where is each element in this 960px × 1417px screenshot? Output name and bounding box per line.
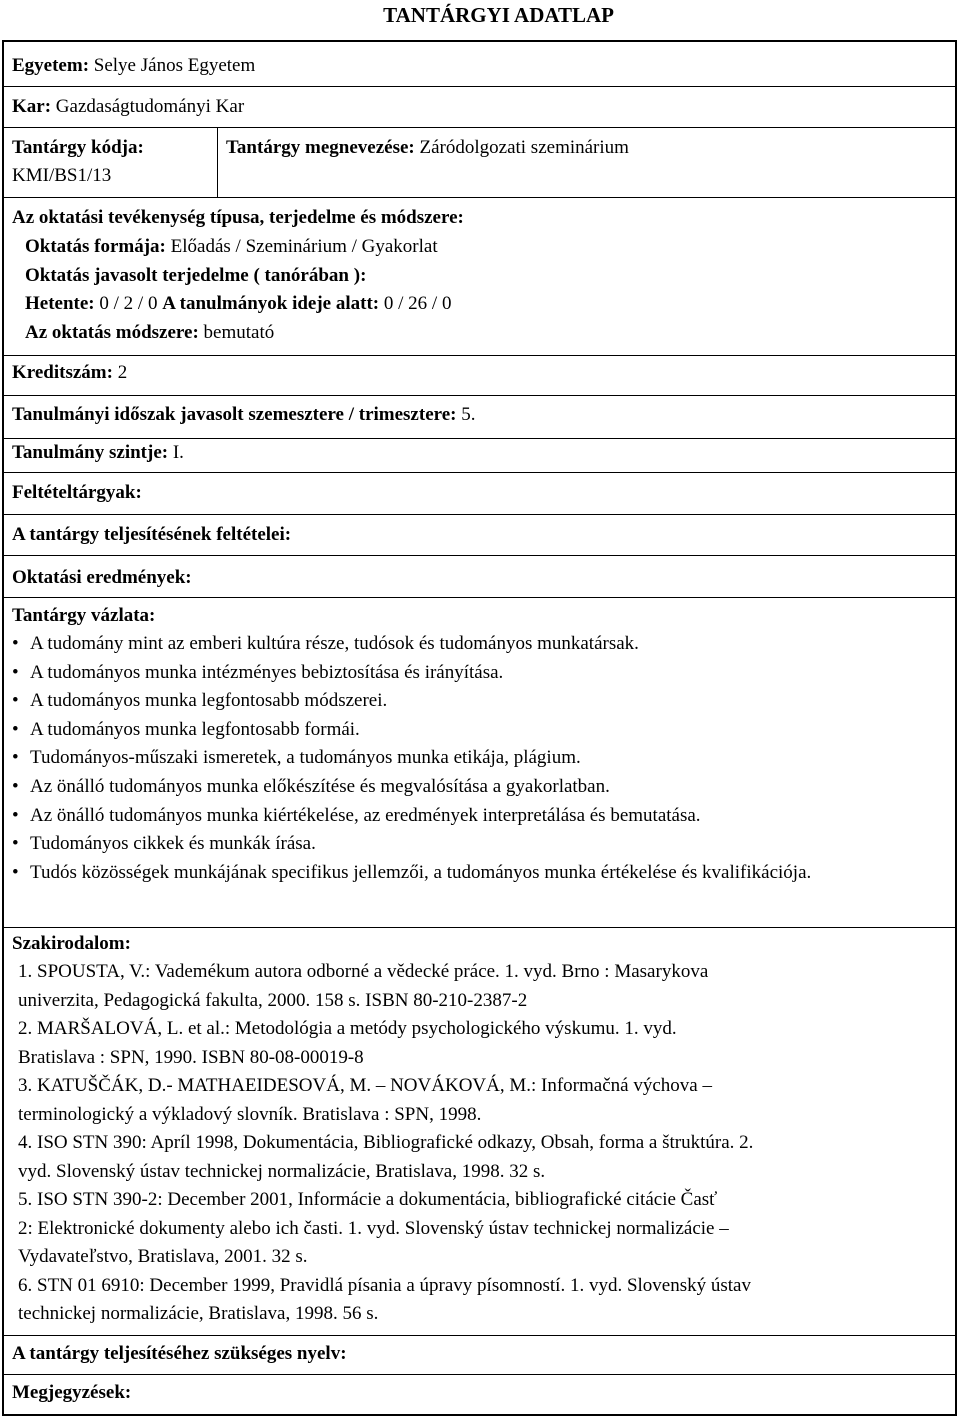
credits-row	[4, 356, 955, 396]
reference-line: univerzita, Pedagogická fakulta, 2000. 158 s. ISBN 80-210-2387-2	[18, 989, 528, 1011]
method-label: Az oktatás módszere:	[25, 322, 199, 344]
university-value: Selye János Egyetem	[89, 55, 256, 76]
course-code-value: KMI/BS1/13	[12, 165, 112, 186]
level-row	[4, 439, 955, 473]
weekly-label: Hetente:	[25, 293, 95, 315]
list-item: • A tudományos munka legfontosabb módszerei.	[12, 690, 388, 712]
page-title: TANTÁRGYI ADATLAP	[383, 3, 614, 27]
reference-line: 3. KATUŠČÁK, D.- MATHAEIDESOVÁ, M. – NOVÁKOVÁ, M.: Informačná výchova –	[18, 1075, 712, 1096]
level-label: Tanulmány szintje:	[12, 442, 169, 463]
form-value: Előadás / Szeminárium / Gyakorlat	[165, 235, 438, 257]
faculty-label: Kar:	[12, 96, 52, 117]
language-row	[4, 1336, 955, 1375]
university-label: Egyetem:	[12, 55, 90, 76]
reference-line: 2: Elektronické dokumenty alebo ich časti. 1. vyd. Slovenský ústav technickej normalizácie –	[18, 1217, 729, 1239]
semester-label: Tanulmányi időszak javasolt szemesztere / trimesztere:	[12, 404, 457, 425]
outline-list	[12, 630, 945, 887]
activity-row	[4, 198, 955, 356]
conditions-label: A tantárgy teljesítésének feltételei:	[12, 524, 292, 545]
reference-line: technickej normalizácie, Bratislava, 1998. 56 s.	[18, 1303, 379, 1324]
scope-label: Oktatás javasolt terjedelme ( tanórában ):	[25, 264, 367, 286]
faculty-value: Gazdaságtudományi Kar	[51, 96, 245, 117]
faculty-row	[4, 87, 955, 128]
outcomes-row	[4, 556, 955, 598]
literature-row	[4, 928, 955, 1336]
list-item: • Tudományos cikkek és munkák írása.	[12, 833, 316, 855]
university-row	[4, 42, 955, 87]
prerequisites-label: Feltételtárgyak:	[12, 482, 142, 503]
outcomes-label: Oktatási eredmények:	[12, 567, 192, 588]
level-value: I.	[168, 442, 184, 463]
course-name-label: Tantárgy megnevezése:	[226, 137, 415, 158]
reference-line: 2. MARŠALOVÁ, L. et al.: Metodológia a metódy psychologického výskumu. 1. vyd.	[18, 1018, 677, 1039]
method-value: bemutató	[198, 322, 275, 344]
outline-label: Tantárgy vázlata:	[12, 605, 156, 626]
conditions-row	[4, 515, 955, 556]
list-item: • A tudomány mint az emberi kultúra része, tudósok és tudományos munkatársak.	[12, 633, 639, 654]
semester-value: 5.	[456, 404, 476, 425]
credits-value: 2	[112, 362, 128, 383]
course-code-cell	[4, 128, 218, 197]
prerequisites-row	[4, 473, 955, 515]
reference-line: terminologický a výkladový slovník. Bratislava : SPN, 1998.	[18, 1103, 482, 1125]
form-label: Oktatás formája:	[25, 235, 166, 257]
list-item: • A tudományos munka intézményes bebiztosítása és irányítása.	[12, 661, 504, 683]
reference-line: vyd. Slovenský ústav technickej normalizácie, Bratislava, 1998. 32 s.	[18, 1160, 546, 1182]
language-label: A tantárgy teljesítéséhez szükséges nyelv:	[12, 1343, 347, 1364]
literature-list	[18, 958, 945, 1329]
period-value: 0 / 26 / 0	[379, 293, 452, 315]
reference-line: Bratislava : SPN, 1990. ISBN 80-08-00019-8	[18, 1046, 364, 1068]
reference-line: Vydavateľstvo, Bratislava, 2001. 32 s.	[18, 1246, 308, 1267]
activity-heading: Az oktatási tevékenység típusa, terjedelme és módszere:	[12, 207, 464, 228]
literature-label: Szakirodalom:	[12, 933, 131, 954]
notes-row	[4, 1375, 955, 1416]
course-name-cell	[218, 128, 955, 197]
period-label: A tanulmányok ideje alatt:	[162, 293, 380, 315]
course-name-value: Záródolgozati szeminárium	[414, 137, 629, 158]
outline-row	[4, 598, 955, 928]
credits-label: Kreditszám:	[12, 362, 113, 383]
reference-line: 1. SPOUSTA, V.: Vademékum autora odborné a vědecké práce. 1. vyd. Brno : Masarykova	[18, 961, 709, 982]
list-item: • A tudományos munka legfontosabb formái.	[12, 718, 360, 740]
course-datasheet	[2, 40, 957, 1416]
weekly-value: 0 / 2 / 0	[94, 293, 163, 315]
list-item: • Tudományos-műszaki ismeretek, a tudományos munka etikája, plágium.	[12, 747, 581, 769]
notes-label: Megjegyzések:	[12, 1382, 132, 1403]
reference-line: 4. ISO STN 390: Apríl 1998, Dokumentácia, Bibliografické odkazy, Obsah, forma a štruktúra. 2.	[18, 1132, 754, 1153]
list-item: • Tudós közösségek munkájának specifikus jellemzői, a tudományos munka értékelése és kvalifikációja.	[12, 861, 812, 883]
list-item: • Az önálló tudományos munka előkészítése és megvalósítása a gyakorlatban.	[12, 775, 610, 797]
reference-line: 6. STN 01 6910: December 1999, Pravidlá písania a úpravy písomností. 1. vyd. Slovenský ústav	[18, 1274, 751, 1296]
course-code-label: Tantárgy kódja:	[12, 137, 144, 158]
course-id-row	[4, 128, 955, 198]
list-item: • Az önálló tudományos munka kiértékelése, az eredmények interpretálása és bemutatása.	[12, 804, 701, 826]
reference-line: 5. ISO STN 390-2: December 2001, Informácie a dokumentácia, bibliografické citácie Časť	[18, 1189, 718, 1210]
semester-row	[4, 396, 955, 439]
